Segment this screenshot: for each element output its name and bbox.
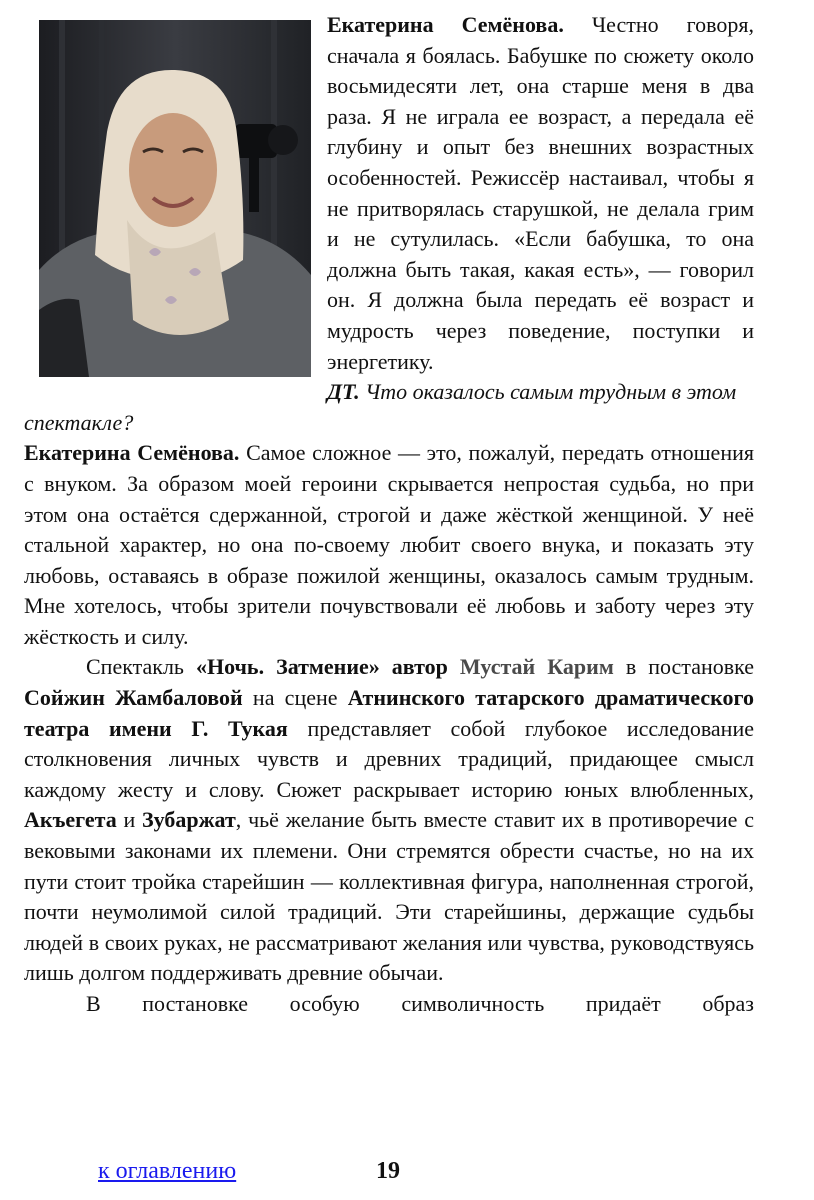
page-footer [0,1158,814,1188]
text-run: на сцене [242,685,348,711]
table-of-contents-link[interactable]: к оглавлению [98,1158,237,1184]
play-title: «Ночь. Затмение» автор [195,654,448,680]
question-text: Что оказалось самым трудным в этом спектакле? [24,379,737,435]
text-run: В постановке особую символичность придаёт образ [86,991,754,1016]
text-run: , чьё желание быть вместе ставит их в противоречие с вековыми законами их племени. Они стремятся обрести счастье, но на их пути стоит тройка старейшин — коллективная фигура, наполненная строгой, почти неумолимой силой традиций. Эти старейшины, держащие судьбы людей в своих руках, не рассматривают желания или чувства, руководствуясь лишь долгом поддерживать древние обычаи. [24,807,754,986]
author-name: Мустай Карим [459,654,614,680]
hero-name-1: Акъегета [24,807,117,833]
portrait-photo [39,20,311,377]
page-number: 19 [376,1158,400,1184]
review-paragraph [24,652,754,989]
question-label: ДТ. [327,379,360,405]
answer-text: Самое сложное — это, пожалуй, передать отношения с внуком. За образом моей героини скрывается непростая судьба, но при этом она остаётся сдержанной, строгой и даже жёсткой женщиной. У неё стальной характер, но она по-своему любит своего внука, и показать эту любовь, оставаясь в образе пожилой женщины, оказалось самым трудным. Мне хотелось, чтобы зрители почувствовали её любовь и заботу через эту жёсткость и силу. [24,440,754,649]
answer-paragraph-2 [24,438,754,652]
review-paragraph-2 [24,989,754,1020]
hero-name-2: Зубаржат [142,807,236,833]
text-run: и [116,807,143,833]
text-run [448,654,460,679]
director-name: Сойжин Жамбаловой [24,685,243,711]
text-run: Спектакль [86,654,196,680]
question-paragraph [24,377,754,438]
speaker-name: Екатерина Семёнова. [327,12,564,37]
text-run: в постановке [613,654,755,680]
article-page [24,10,754,1020]
theatre-name: Атнинского татарского драматического театра имени Г. Тукая [24,685,754,741]
answer-text: Честно говоря, сначала я боялась. Бабушке по сюжету около восьмидесяти лет, она старше меня в два раза. Я не играла ее возраст, а передала её глубину и опыт без внешних возрастных особенностей. Режиссёр настаивал, чтобы я не притворялась старушкой, не делала грим и не сутулилась. «Если бабушка, то она должна быть такая, какая есть», — говорил он. Я должна была передать её возраст и мудрость через поведение, поступки и энергетику. [327,12,754,374]
speaker-name: Екатерина Семёнова. [24,440,240,466]
text-run: представляет собой глубокое исследование столкновения личных чувств и древних традиций, придающее смысл каждому жесту и слову. Сюжет раскрывает историю юных влюбленных, [24,715,754,802]
